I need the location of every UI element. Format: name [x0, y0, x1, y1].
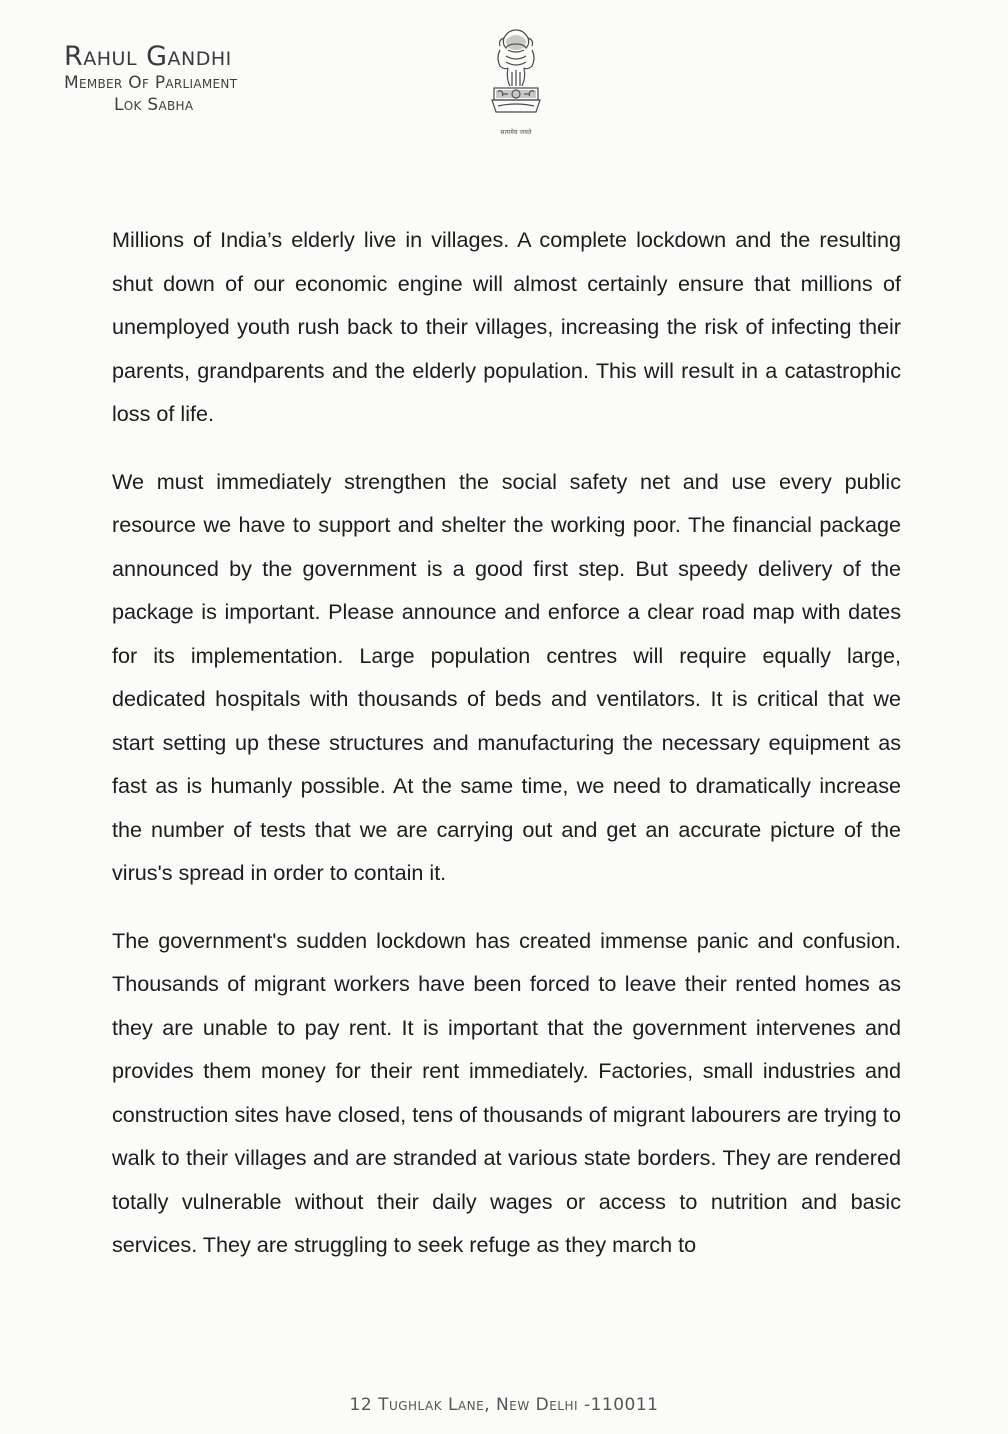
letter-body	[112, 218, 901, 1291]
sender-name: Rahul Gandhi	[64, 41, 232, 72]
sender-title: Member Of Parliament	[64, 73, 238, 93]
paragraph-safety-net: We must immediately strengthen the social safety net and use every public resource we have to support and shelter the working poor. The financial package announced by the government is a good first step. But speedy delivery of the package is important. Please announce and enforce a clear road map with dates for its implementation. Large population centres will require equally large, dedicated hospitals with thousands of beds and ventilators. It is critical that we start setting up these structures and manufacturing the necessary equipment as fast as is humanly possible. At the same time, we need to dramatically increase the number of tests that we are carrying out and get an accurate picture of the virus's spread in order to contain it.	[112, 468, 901, 885]
paragraph-elderly: Millions of India’s elderly live in villages. A complete lockdown and the resulting shut down of our economic engine will almost certainly ensure that millions of unemployed youth rush back to their villages, increasing the risk of infecting their parents, grandparents and the elderly population. This will result in a catastrophic loss of life.	[112, 227, 901, 426]
national-emblem	[484, 28, 548, 138]
paragraph-migrant-workers: The government's sudden lockdown has created immense panic and confusion. Thousands of migrant workers have been forced to leave their rented homes as they are unable to pay rent. It is important that the government intervenes and provides them money for their rent immediately. Factories, small industries and construction sites have closed, tens of thousands of migrant labourers are trying to walk to their villages and are stranded at various state borders. They are rendered totally vulnerable without their daily wages or access to nutrition and basic services. They are struggling to seek refuge as they march to	[112, 927, 901, 1257]
national-emblem-icon	[484, 28, 548, 126]
sender-house: Lok Sabha	[114, 95, 194, 115]
letterhead	[64, 42, 237, 116]
emblem-motto: सत्यमेव जयते	[500, 129, 532, 136]
footer-address: 12 Tughlak Lane, New Delhi -110011	[349, 1395, 659, 1415]
